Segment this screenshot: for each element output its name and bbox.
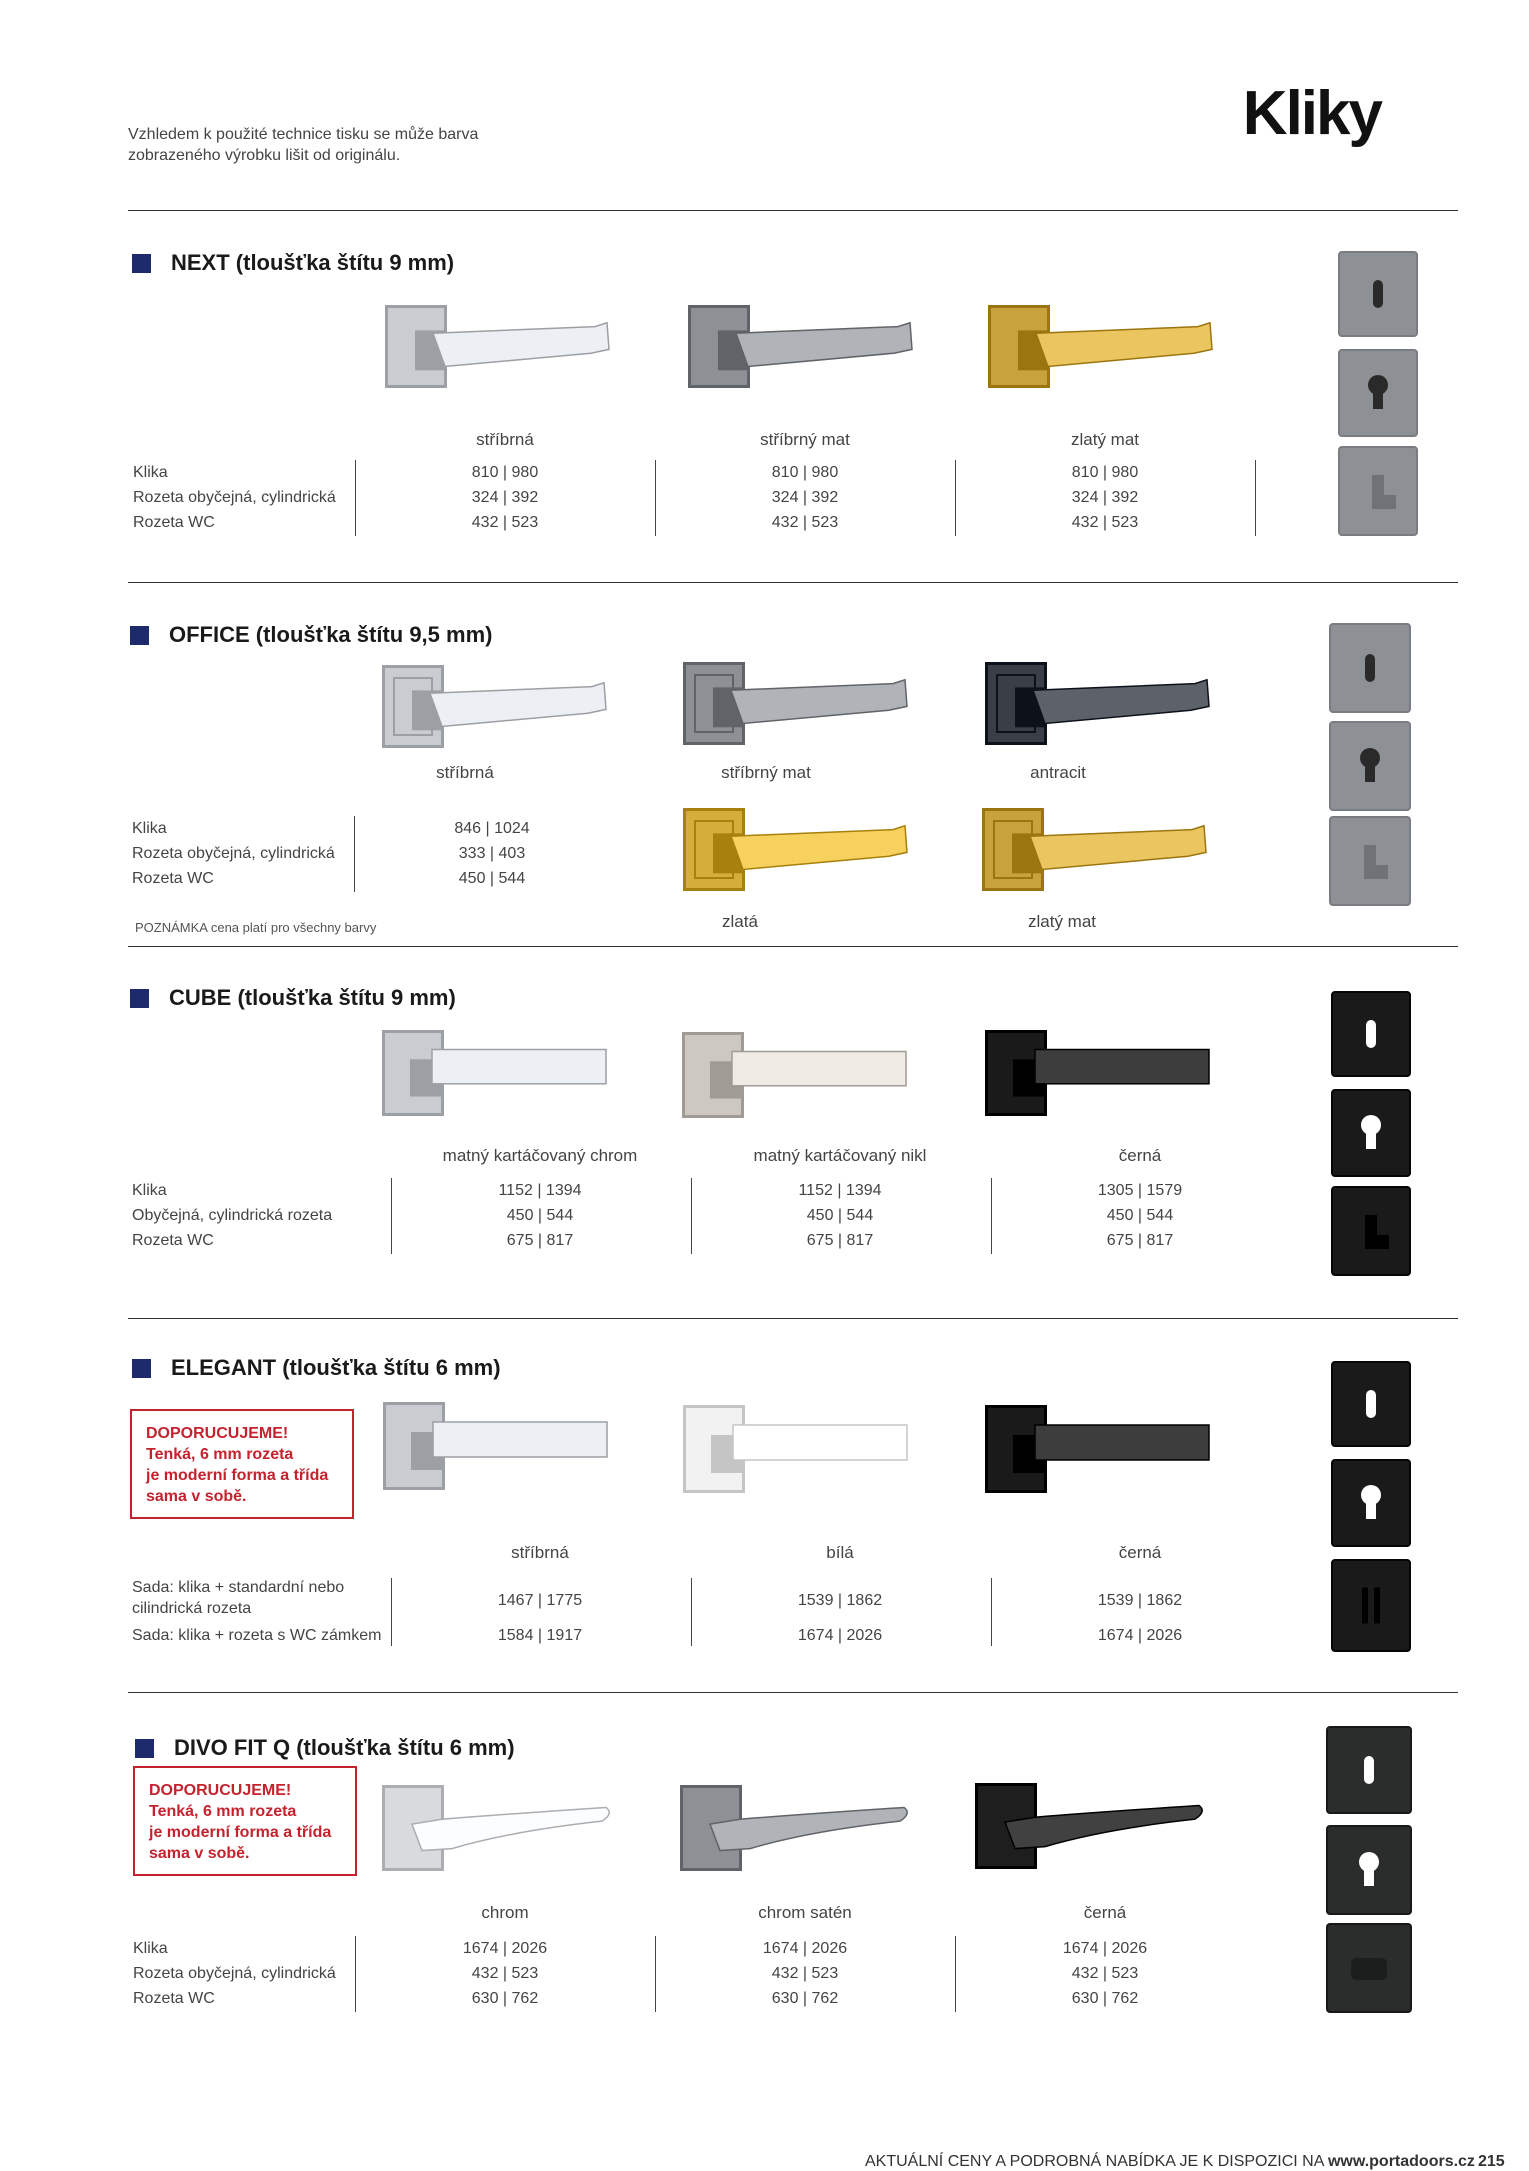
price: 450 | 544 — [806, 1207, 874, 1224]
section-title-text: NEXT (tloušťka štítu 9 mm) — [171, 250, 455, 275]
price: 1152 | 1394 — [798, 1182, 882, 1199]
handle-image — [385, 300, 615, 395]
recommend-line: sama v sobě. — [146, 1488, 247, 1505]
recommend-line: sama v sobě. — [149, 1845, 250, 1862]
rosette-cylinder-image — [1330, 1458, 1412, 1548]
section-marker — [132, 254, 151, 273]
handle-image — [688, 300, 918, 395]
price: 432 | 523 — [771, 514, 839, 531]
column-divider — [691, 1578, 692, 1646]
section-title-text: DIVO FIT Q (tloušťka štítu 6 mm) — [174, 1735, 515, 1760]
row-label: Rozeta WC — [133, 514, 215, 531]
column-divider — [991, 1178, 992, 1254]
column-divider — [391, 1178, 392, 1254]
column-divider — [691, 1178, 692, 1254]
section-title-text: CUBE (tloušťka štítu 9 mm) — [169, 985, 456, 1010]
section-title-text: OFFICE (tloušťka štítu 9,5 mm) — [169, 622, 493, 647]
price: 1467 | 1775 — [497, 1592, 583, 1609]
row-labels — [133, 460, 336, 535]
column-divider — [991, 1578, 992, 1646]
price: 432 | 523 — [771, 1965, 839, 1982]
rosette-wc-image — [1330, 1558, 1412, 1653]
price: 432 | 523 — [471, 1965, 539, 1982]
row-labels — [132, 816, 335, 891]
rosette-cylinder-image — [1330, 1088, 1412, 1178]
column-divider — [1255, 460, 1256, 536]
rosette-key-image — [1328, 622, 1412, 714]
divider — [128, 946, 1458, 947]
recommend-line: je moderní forma a třída — [146, 1467, 329, 1484]
recommend-line: DOPORUCUJEME! — [149, 1782, 292, 1799]
recommendation-box — [133, 1766, 357, 1876]
rosette-cylinder-image — [1328, 720, 1412, 812]
row-label: Rozeta WC — [132, 870, 214, 887]
price: 810 | 980 — [771, 464, 839, 481]
handle-image — [985, 657, 1215, 752]
row-label: Sada: klika + standardní nebo cilindrická rozeta — [132, 1579, 345, 1617]
color-name: stříbrný mat — [721, 763, 811, 782]
price-column — [705, 460, 905, 535]
color-name: stříbrná — [511, 1543, 569, 1562]
column-divider — [355, 1936, 356, 2012]
column-divider — [655, 1936, 656, 2012]
recommend-line: je moderní forma a třída — [149, 1824, 332, 1841]
price: 333 | 403 — [458, 845, 526, 862]
row-labels — [133, 1936, 336, 2011]
row-label: Obyčejná, cylindrická rozeta — [132, 1207, 333, 1224]
section-title-elegant — [132, 1355, 501, 1381]
color-name: černá — [1083, 1903, 1127, 1922]
color-name: zlatý mat — [1027, 912, 1097, 931]
price: 630 | 762 — [1071, 1990, 1139, 2007]
divider — [128, 1318, 1458, 1319]
price-column — [440, 1178, 640, 1253]
page-number: 215 — [1478, 2153, 1505, 2170]
row-label: Rozeta obyčejná, cylindrická — [132, 845, 335, 862]
price: 432 | 523 — [471, 514, 539, 531]
price: 1674 | 2026 — [1097, 1627, 1183, 1644]
column-divider — [955, 1936, 956, 2012]
rosette-key-image — [1325, 1725, 1413, 1815]
price: 1674 | 2026 — [797, 1627, 883, 1644]
price: 1674 | 2026 — [762, 1940, 848, 1957]
rosette-cylinder-image — [1325, 1824, 1413, 1916]
column-divider — [354, 816, 355, 892]
row-label: Rozeta obyčejná, cylindrická — [133, 1965, 336, 1982]
handle-image — [383, 1397, 615, 1497]
handle-image — [680, 1780, 912, 1878]
divider — [128, 210, 1458, 211]
page-title: Kliky — [1242, 79, 1381, 148]
divider — [128, 1692, 1458, 1693]
section-title-next — [132, 250, 454, 276]
color-name: zlatý mat — [1070, 430, 1140, 449]
column-divider — [655, 460, 656, 536]
handle-image — [985, 1400, 1217, 1500]
rosette-key-image — [1337, 250, 1419, 338]
color-name: zlatá — [722, 912, 758, 931]
column-divider — [391, 1578, 392, 1646]
price-column — [405, 1936, 605, 2011]
row-labels — [132, 1178, 332, 1253]
row-label: Rozeta WC — [132, 1232, 214, 1249]
price: 432 | 523 — [1071, 514, 1139, 531]
price: 675 | 817 — [506, 1232, 574, 1249]
handle-image — [382, 1025, 614, 1123]
recommend-line: Tenká, 6 mm rozeta — [146, 1446, 294, 1463]
price-column — [1005, 460, 1205, 535]
price-column — [1040, 1178, 1240, 1253]
price: 450 | 544 — [506, 1207, 574, 1224]
price: 324 | 392 — [471, 489, 539, 506]
color-name: černá — [1118, 1146, 1162, 1165]
handle-image — [382, 660, 612, 755]
handle-image — [975, 1778, 1207, 1876]
price-column — [405, 460, 605, 535]
color-name: stříbrný mat — [760, 430, 850, 449]
color-name: chrom — [481, 1903, 529, 1922]
price-column — [740, 1178, 940, 1253]
handle-image — [988, 300, 1218, 395]
color-name: antracit — [1030, 763, 1086, 782]
price: 846 | 1024 — [454, 820, 530, 837]
price: 630 | 762 — [471, 1990, 539, 2007]
rosette-cylinder-image — [1337, 348, 1419, 438]
price: 675 | 817 — [1106, 1232, 1174, 1249]
footer-url[interactable]: www.portadoors.cz — [1327, 2153, 1475, 2170]
price-column — [412, 816, 572, 891]
color-name: stříbrná — [476, 430, 534, 449]
section-marker — [130, 626, 149, 645]
row-label: Sada: klika + rozeta s WC zámkem — [132, 1627, 382, 1644]
divider — [128, 582, 1458, 583]
recommend-line: Tenká, 6 mm rozeta — [149, 1803, 297, 1820]
rosette-wc-image — [1337, 445, 1419, 537]
price: 630 | 762 — [771, 1990, 839, 2007]
section-title-office — [130, 622, 492, 648]
recommend-line: DOPORUCUJEME! — [146, 1425, 289, 1442]
row-label: Rozeta obyčejná, cylindrická — [133, 489, 336, 506]
rosette-wc-image — [1328, 815, 1412, 907]
price: 324 | 392 — [1071, 489, 1139, 506]
section-marker — [132, 1359, 151, 1378]
color-name: černá — [1118, 1543, 1162, 1562]
price: 324 | 392 — [771, 489, 839, 506]
section-marker — [130, 989, 149, 1008]
section-title-text: ELEGANT (tloušťka štítu 6 mm) — [171, 1355, 501, 1380]
price: 810 | 980 — [471, 464, 539, 481]
handle-image — [683, 1400, 915, 1500]
rosette-key-image — [1330, 990, 1412, 1078]
footer-text — [865, 2153, 1475, 2171]
price: 1584 | 1917 — [497, 1627, 583, 1644]
price: 1539 | 1862 — [1097, 1592, 1183, 1609]
price: 1674 | 2026 — [462, 1940, 548, 1957]
price: 675 | 817 — [806, 1232, 874, 1249]
section-title-divo — [135, 1735, 515, 1761]
row-label: Klika — [132, 1182, 167, 1199]
footer-caption: AKTUÁLNÍ CENY A PODROBNÁ NABÍDKA JE K DISPOZICI NA — [865, 2153, 1328, 2170]
recommendation-box — [130, 1409, 354, 1519]
price: 1539 | 1862 — [797, 1592, 883, 1609]
handle-image — [985, 1025, 1217, 1123]
price-note: POZNÁMKA cena platí pro všechny barvy — [135, 920, 377, 935]
row-label: Klika — [132, 820, 167, 837]
color-name: stříbrná — [436, 763, 494, 782]
handle-image — [982, 803, 1212, 898]
price: 810 | 980 — [1071, 464, 1139, 481]
handle-image — [683, 657, 913, 752]
print-disclaimer: Vzhledem k použité technice tisku se může barva zobrazeného výrobku lišit od originálu. — [128, 126, 479, 164]
section-title-cube — [130, 985, 456, 1011]
color-name: bílá — [826, 1543, 854, 1562]
section-marker — [135, 1739, 154, 1758]
handle-image — [682, 1027, 914, 1125]
rosette-key-image — [1330, 1360, 1412, 1448]
handle-image — [382, 1780, 614, 1878]
price: 450 | 544 — [1106, 1207, 1174, 1224]
price-column — [1005, 1936, 1205, 2011]
price-column — [705, 1936, 905, 2011]
price: 450 | 544 — [458, 870, 526, 887]
column-divider — [355, 460, 356, 536]
price: 1305 | 1579 — [1097, 1182, 1183, 1199]
rosette-wc-image — [1330, 1185, 1412, 1277]
price: 432 | 523 — [1071, 1965, 1139, 1982]
color-name: chrom satén — [758, 1903, 852, 1922]
row-label: Klika — [133, 1940, 168, 1957]
row-label: Rozeta WC — [133, 1990, 215, 2007]
column-divider — [955, 460, 956, 536]
price: 1674 | 2026 — [1062, 1940, 1148, 1957]
color-name: matný kartáčovaný nikl — [753, 1146, 927, 1165]
price: 1152 | 1394 — [498, 1182, 582, 1199]
row-label: Klika — [133, 464, 168, 481]
handle-image — [683, 803, 913, 898]
rosette-wc-image — [1325, 1922, 1413, 2014]
color-name: matný kartáčovaný chrom — [442, 1146, 638, 1165]
